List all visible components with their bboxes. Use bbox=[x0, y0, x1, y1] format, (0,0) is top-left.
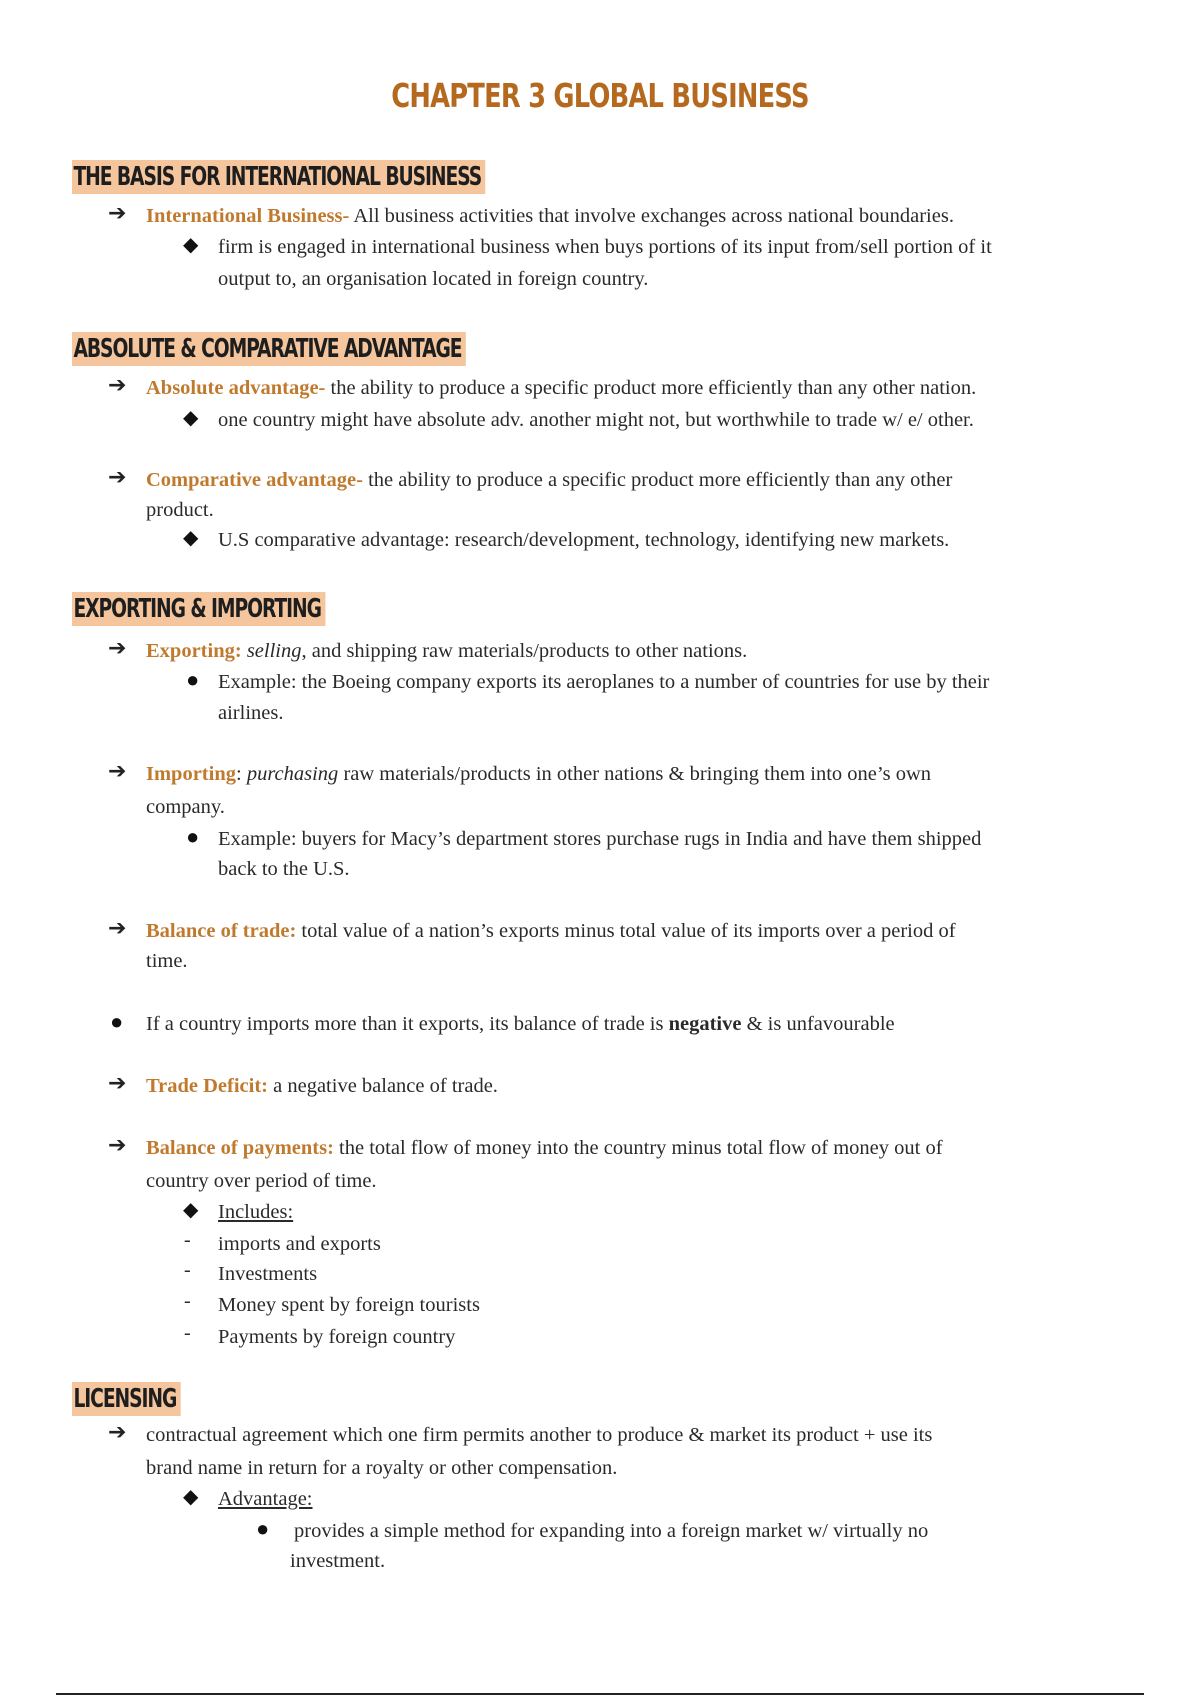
absolute-advantage-item: Absolute advantage- the ability to produce a specific product more efficiently than any other nation. bbox=[146, 377, 977, 399]
advantage-line2: investment. bbox=[290, 1550, 386, 1572]
arrow-bullet-icon: ➔ bbox=[108, 465, 127, 490]
dash-bullet: - bbox=[184, 1259, 191, 1281]
section-heading-licensing: LICENSING bbox=[72, 1384, 181, 1414]
diamond-bullet-icon: ◆ bbox=[183, 405, 199, 429]
diamond-bullet-icon: ◆ bbox=[183, 525, 199, 549]
page-title: CHAPTER 3 GLOBAL BUSINESS bbox=[391, 76, 809, 115]
diamond-bullet-icon: ◆ bbox=[183, 1484, 199, 1508]
importing-example-line1: Example: buyers for Macy’s department stores purchase rugs in India and have them shipped bbox=[218, 828, 982, 850]
intl-business-sub-line1: firm is engaged in international business when buys portions of its input from/sell portion of it bbox=[218, 236, 992, 258]
arrow-bullet-icon: ➔ bbox=[108, 916, 127, 941]
arrow-bullet-icon: ➔ bbox=[108, 1071, 127, 1096]
advantage-label: Advantage: bbox=[218, 1488, 313, 1510]
section-heading-trade: EXPORTING & IMPORTING bbox=[72, 594, 325, 624]
balance-of-trade-line2: time. bbox=[146, 950, 188, 972]
diamond-bullet-icon: ◆ bbox=[183, 232, 199, 256]
balance-of-payments-line2: country over period of time. bbox=[146, 1170, 377, 1192]
arrow-bullet-icon: ➔ bbox=[108, 201, 127, 226]
comparative-advantage-item: Comparative advantage- the ability to produce a specific product more efficiently than any other bbox=[146, 469, 953, 491]
intl-business-item: International Business- All business activities that involve exchanges across national boundaries. bbox=[146, 205, 954, 227]
arrow-bullet-icon: ➔ bbox=[108, 1133, 127, 1158]
advantage-line1: provides a simple method for expanding into a foreign market w/ virtually no bbox=[294, 1520, 929, 1542]
includes-item: imports and exports bbox=[218, 1233, 381, 1255]
negative-balance-note: If a country imports more than it exports, its balance of trade is negative & is unfavourable bbox=[146, 1013, 895, 1035]
dash-bullet: - bbox=[184, 1229, 191, 1251]
arrow-bullet-icon: ➔ bbox=[108, 373, 127, 398]
importing-example-line2: back to the U.S. bbox=[218, 858, 350, 880]
balance-of-payments-item: Balance of payments: the total flow of money into the country minus total flow of money out of bbox=[146, 1137, 943, 1159]
comparative-advantage-line2: product. bbox=[146, 499, 214, 521]
dot-bullet-icon: ● bbox=[110, 1009, 124, 1034]
importing-line2: company. bbox=[146, 796, 225, 818]
exporting-example-line1: Example: the Boeing company exports its aeroplanes to a number of countries for use by their bbox=[218, 671, 990, 693]
arrow-bullet-icon: ➔ bbox=[108, 636, 127, 661]
includes-item: Money spent by foreign tourists bbox=[218, 1294, 480, 1316]
arrow-bullet-icon: ➔ bbox=[108, 759, 127, 784]
section-heading-advantage: ABSOLUTE & COMPARATIVE ADVANTAGE bbox=[72, 334, 466, 364]
licensing-definition-line2: brand name in return for a royalty or other compensation. bbox=[146, 1457, 618, 1479]
includes-item: Payments by foreign country bbox=[218, 1326, 456, 1348]
section-heading-basis: THE BASIS FOR INTERNATIONAL BUSINESS bbox=[72, 162, 486, 192]
licensing-definition-line1: contractual agreement which one firm permits another to produce & market its product + use its bbox=[146, 1424, 933, 1446]
dot-bullet-icon: ● bbox=[186, 824, 200, 849]
comparative-advantage-sub: U.S comparative advantage: research/development, technology, identifying new markets. bbox=[218, 529, 950, 551]
trade-deficit-item: Trade Deficit: a negative balance of trade. bbox=[146, 1075, 498, 1097]
importing-item: Importing: purchasing raw materials/products in other nations & bringing them into one’s own bbox=[146, 763, 932, 785]
intl-business-sub-line2: output to, an organisation located in foreign country. bbox=[218, 268, 649, 290]
dot-bullet-icon: ● bbox=[186, 667, 200, 692]
dot-bullet-icon: ● bbox=[256, 1516, 270, 1541]
absolute-advantage-sub: one country might have absolute adv. another might not, but worthwhile to trade w/ e/ other. bbox=[218, 409, 974, 431]
diamond-bullet-icon: ◆ bbox=[183, 1197, 199, 1221]
balance-of-trade-item: Balance of trade: total value of a nation’s exports minus total value of its imports over a period of bbox=[146, 920, 956, 942]
bottom-divider bbox=[56, 1693, 1144, 1695]
dash-bullet: - bbox=[184, 1322, 191, 1344]
dash-bullet: - bbox=[184, 1290, 191, 1312]
includes-item: Investments bbox=[218, 1263, 318, 1285]
arrow-bullet-icon: ➔ bbox=[108, 1420, 127, 1445]
includes-label: Includes: bbox=[218, 1201, 294, 1223]
exporting-item: Exporting: selling, and shipping raw materials/products to other nations. bbox=[146, 640, 748, 662]
exporting-example-line2: airlines. bbox=[218, 702, 284, 724]
